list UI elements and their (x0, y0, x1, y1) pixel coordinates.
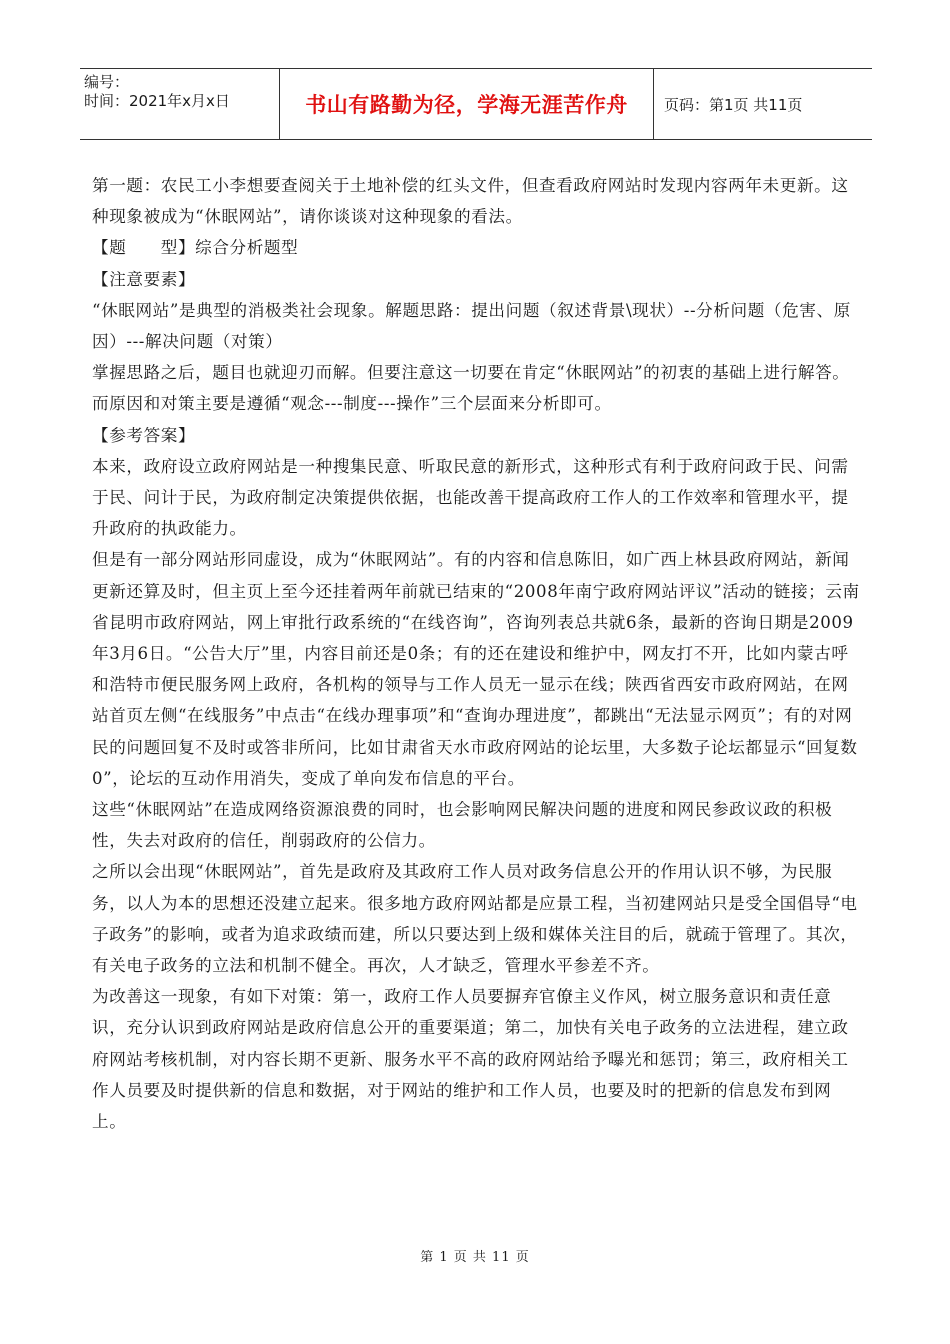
notes-heading: 【注意要素】 (92, 269, 196, 289)
notes-paragraph: 掌握思路之后，题目也就迎刃而解。但要注意这一切要在肯定“休眠网站”的初衷的基础上进行解答。而原因和对策主要是遵循“观念---制度---操作”三个层面来分析即可。 (92, 363, 850, 414)
page-footer: 第 1 页 共 11 页 (420, 1250, 530, 1265)
document-body (92, 170, 864, 1137)
header-motto: 书山有路勤为径，学海无涯苦作舟 (280, 69, 654, 139)
time-label: 时间：2021年x月x日 (84, 92, 230, 110)
serial-label: 编号： (84, 73, 130, 91)
notes-paragraph: “休眠网站”是典型的消极类社会现象。解题思路：提出问题（叙述背景\现状）--分析问题（危害、原因）---解决问题（对策） (92, 300, 851, 352)
header-meta (80, 69, 280, 139)
answer-paragraph: 为改善这一现象，有如下对策：第一，政府工作人员要摒弃官僚主义作风，树立服务意识和责任意识，充分认识到政府网站是政府信息公开的重要渠道；第二，加快有关电子政务的立法进程，建立政府网站考核机制，对内容长期不更新、服务水平不高的政府网站给予曝光和惩罚；第三，政府相关工作人员要及时提供新的信息和数据，对于网站的维护和工作人员，也要及时的把新的信息发布到网上。 (92, 987, 849, 1132)
question-type: 【题 型】综合分析题型 (92, 238, 299, 258)
answer-paragraph: 本来，政府设立政府网站是一种搜集民意、听取民意的新形式，这种形式有利于政府问政于民、问需于民、问计于民，为政府制定决策提供依据，也能改善干提高政府工作人的工作效率和管理水平，提升政府的执政能力。 (92, 456, 849, 539)
page-header (80, 68, 872, 140)
answer-paragraph: 之所以会出现“休眠网站”，首先是政府及其政府工作人员对政务信息公开的作用认识不够，为民服务，以人为本的思想还没建立起来。很多地方政府网站都是应景工程，当初建网站只是受全国倡导“电子政务”的影响，或者为追求政绩而建，所以只要达到上级和媒体关注目的后，就疏于管理了。其次，有关电子政务的立法和机制不健全。再次，人才缺乏，管理水平参差不齐。 (92, 862, 858, 976)
answer-paragraph: 但是有一部分网站形同虚设，成为“休眠网站”。有的内容和信息陈旧，如广西上林县政府网站，新闻更新还算及时，但主页上至今还挂着两年前就已结束的“2008年南宁政府网站评议”活动的链接；云南省昆明市政府网站，网上审批行政系统的“在线咨询”，咨询列表总共就6条，最新的咨询日期是2009年3月6日。“公告大厅”里，内容目前还是0条；有的还在建设和维护中，网友打不开，比如内蒙古呼和浩特市便民服务网上政府，各机构的领导与工作人员无一显示在线；陕西省西安市政府网站，在网站首页左侧“在线服务”中点击“在线办理事项”和“查询办理进度”，都跳出“无法显示网页”；有的对网民的问题回复不及时或答非所问，比如甘肃省天水市政府网站的论坛里，大多数子论坛都显示“回复数0”，论坛的互动作用消失，变成了单向发布信息的平台。 (92, 550, 860, 788)
answer-paragraph: 这些“休眠网站”在造成网络资源浪费的同时，也会影响网民解决问题的进度和网民参政议政的积极性，失去对政府的信任，削弱政府的公信力。 (92, 800, 833, 851)
header-page-code: 页码：第1页 共11页 (664, 95, 803, 114)
answer-heading: 【参考答案】 (92, 425, 196, 445)
question-paragraph: 第一题：农民工小李想要查阅关于土地补偿的红头文件，但查看政府网站时发现内容两年未更新。这种现象被成为“休眠网站”，请你谈谈对这种现象的看法。 (92, 176, 849, 227)
